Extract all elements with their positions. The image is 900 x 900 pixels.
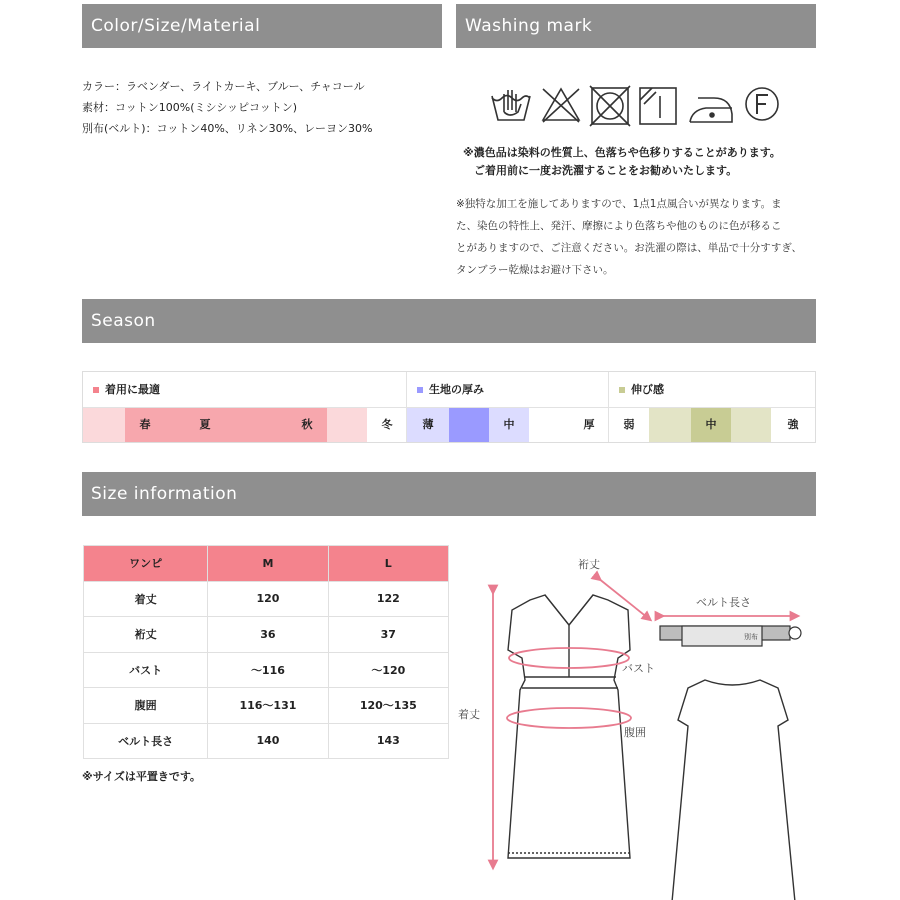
season-divider [83,407,815,408]
color-line: カラー：ラベンダー、ライトカーキ、ブルー、チャコール [82,80,365,93]
season-cell-autumn: 秋 [287,408,327,442]
belt-length-label: ベルト長さ [696,596,751,609]
season-cell-winter: 冬 [367,408,407,442]
row-value-m: 140 [208,723,328,759]
belt-tag-label: 別布 [744,633,758,641]
season-bg [327,408,367,442]
stretch-bg [731,408,771,442]
washing-note-6: タンブラー乾燥はお避け下さい。 [456,264,614,276]
thickness-bg [449,408,489,442]
material-line: 素材：コットン100%(ミシシッピコットン) [82,101,298,114]
row-label: 着丈 [84,581,208,617]
row-value-l: 37 [328,617,448,653]
size-note: ※サイズは平置きです。 [82,770,201,783]
table-row [84,581,449,617]
no-tumble-dry-icon [590,86,630,126]
garment-diagram [450,540,820,900]
row-label: ベルト長さ [84,723,208,759]
blue-marker-icon [417,387,423,393]
size-head-m: M [208,546,328,582]
table-row [84,723,449,759]
table-row [84,688,449,724]
dress-front-outline [508,595,630,858]
stretch-cell-mid: 中 [691,408,731,442]
size-info-header: Size information [82,472,816,516]
line-dry-shade-icon [640,88,676,124]
hand-wash-icon [492,90,530,120]
season-divider [406,372,407,442]
waist-label: 腹囲 [624,726,646,739]
row-label: 裄丈 [84,617,208,653]
dry-clean-f-icon [746,88,778,120]
row-value-l: 120～135 [328,688,448,724]
washing-note-3: ※独特な加工を施してありますので、1点1点風合いが異なります。ま [456,198,782,210]
washing-mark-header: Washing mark [456,4,816,48]
sleeve-length-label: 裄丈 [578,558,600,571]
row-label: 腹囲 [84,688,208,724]
thickness-bg [529,408,569,442]
season-cell-spring: 春 [125,408,165,442]
green-marker-icon [619,387,625,393]
size-table-header [84,546,449,582]
no-bleach-icon [543,89,579,122]
row-value-l: 143 [328,723,448,759]
row-label: バスト [84,652,208,688]
measure-arrows [493,578,795,865]
length-label: 着丈 [458,708,480,721]
best-season-title: 着用に最適 [83,372,160,407]
dress-back-outline [672,680,795,900]
row-value-m: 120 [208,581,328,617]
season-divider [608,372,609,442]
season-bg [83,408,125,442]
color-size-material-header: Color/Size/Material [82,4,442,48]
season-table [82,371,816,443]
stretch-bg [649,408,691,442]
row-value-l: ～120 [328,652,448,688]
belt-material-line: 別布(ベルト)：コットン40%、リネン30%、レーヨン30% [82,122,373,135]
table-row [84,617,449,653]
pink-marker-icon [93,387,99,393]
row-value-m: 36 [208,617,328,653]
bust-label: バスト [622,662,655,675]
size-head-item: ワンピ [84,546,208,582]
iron-low-icon [690,98,732,122]
stretch-title: 伸び感 [609,372,664,407]
thickness-cell-thin: 薄 [407,408,449,442]
stretch-cell-weak: 弱 [609,408,649,442]
washing-note-4: た、染色の特性上、発汗、摩擦により色落ちや他のものに色が移るこ [456,220,782,232]
thickness-cell-thick: 厚 [569,408,609,442]
washing-note-2: ご着用前に一度お洗濯することをお勧めいたします。 [474,164,738,177]
size-table [83,545,449,759]
row-value-m: ～116 [208,652,328,688]
size-head-l: L [328,546,448,582]
thickness-cell-mid: 中 [489,408,529,442]
stretch-cell-strong: 強 [771,408,815,442]
thickness-title: 生地の厚み [407,372,484,407]
belt-illustration [660,626,801,646]
washing-note-1: ※濃色品は染料の性質上、色落ちや色移りすることがあります。 [463,146,781,159]
season-bg [245,408,287,442]
table-row [84,652,449,688]
season-cell-summer: 夏 [165,408,245,442]
washing-note-5: とがありますので、ご注意ください。お洗濯の際は、単品で十分すすぎ、 [456,242,802,254]
washing-icons [490,84,780,128]
season-header: Season [82,299,816,343]
row-value-m: 116～131 [208,688,328,724]
row-value-l: 122 [328,581,448,617]
